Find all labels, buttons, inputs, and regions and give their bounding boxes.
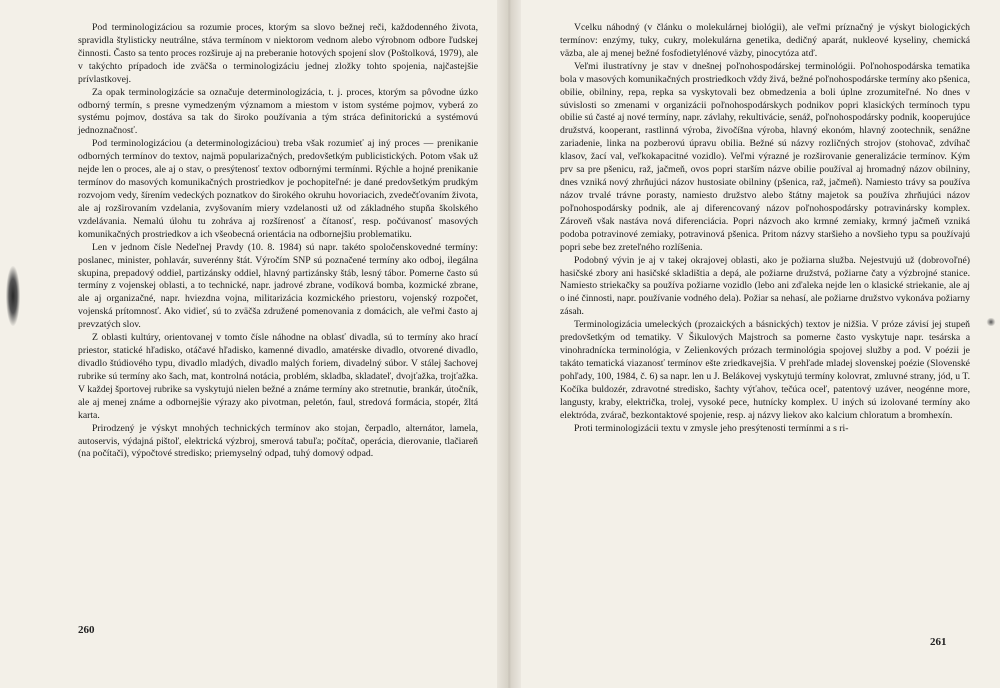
- page-number: 261: [930, 636, 947, 648]
- left-text-column: [78, 22, 478, 461]
- paragraph: Pod terminologizáciou (a determinologizáciou) treba však rozumieť aj iný proces — prenikanie odborných termínov do textov, najmä popularizačných, predovšetkým publicistických. Potom však už nejde len o proces, ale aj o stav, o presýtenosť textov odbornými termínmi. Rýchle a hojné prenikanie termínov do masových komunikačných prostriedkov je pochopiteľné: je dané predovšetkým prudkým rozvojom vedy, šírením vedeckých poznatkov do širokého okruhu hovoriacich, zvedečťovaním života, ale aj rozširovaním vzdelania, zvyšovaním miery vzdelanosti už od základného stupňa školského vzdelávania. Nemalú úlohu tu zohráva aj rozšírenosť a čítanosť, resp. počúvanosť masových komunikačných prostriedkov a ich všeobecná orientácia na odbornejšiu problematiku.: [78, 138, 478, 240]
- paragraph: Podobný vývin je aj v takej okrajovej oblasti, ako je požiarna služba. Nejestvujú už (dobrovoľné) hasičské zbory ani hasičské skladištia a depá, ale požiarne družstvá, požiarne čaty a výzbrojné stanice. Namiesto striekačky sa používa požiarne vozidlo (lebo ani zďaleka nejde len o klasické striekanie, ale aj o iné činnosti, napr. používanie vodného dela). Požiar sa nehasí, ale požiarne družstvo vykonáva požiarny zásah.: [560, 254, 970, 318]
- page-number: 260: [78, 624, 95, 636]
- paragraph: Prirodzený je výskyt mnohých technických termínov ako stojan, čerpadlo, alternátor, lamela, autoservis, výdajná pištoľ, elektrická výzbroj, smerová tabuľa; počítač, operácia, dierovanie, tlačiareň (na počítači), výpočtové stredisko; priemyselný odpad, tuhý domový odpad.: [78, 422, 478, 460]
- right-text-column: [560, 22, 970, 436]
- right-page: [518, 0, 1000, 688]
- paragraph: Pod terminologizáciou sa rozumie proces, ktorým sa slovo bežnej reči, každodenného života, spravidla štylisticky neutrálne, stáva termínom v niektorom vednom alebo výrobnom odbore ľudskej činnosti. Často sa tento proces rozširuje aj na preberanie hotových spojení slov (Poštolková, 1979), ale v takýchto prípadoch ide zväčša o terminologizáciu jednej zložky tohto spojenia, najčastejšie prívlastkovej.: [78, 22, 478, 85]
- paragraph: Len v jednom čísle Nedeľnej Pravdy (10. 8. 1984) sú napr. takéto spoločenskovedné termíny: poslanec, minister, pohlavár, suverénny štát. Výročím SNP sú poznačené termíny ako odboj, ilegálna skupina, prepadový oddiel, partizánsky oddiel, hlavný partizánsky štáb, lesný tábor. Pomerne často sú termíny z vojenskej oblasti, a to technické, napr. jadrové zbrane, vodíková bomba, kozmické zbrane, ale aj organizačné, napr. hviezdna vojna, militarizácia kozmického priestoru, vojenský rozpočet, vojenská prítomnosť. Ako vidieť, sú to zväčša združené pomenovania z domácich, ale veľmi často aj prevzatých slov.: [78, 241, 478, 331]
- paragraph: Z oblasti kultúry, orientovanej v tomto čísle náhodne na oblasť divadla, sú to termíny ako hrací priestor, statické hľadisko, otáčavé hľadisko, kamenné divadlo, amatérske divadlo, otvorené divadlo, divadlo štúdiového typu, divadlo mladých, divadlo malých foriem, divadelný súbor. V stálej šachovej rubrike sú termíny ako šach, mat, kontrolná notácia, problém, skladba, skladateľ, dvojťažka, trojťažka. V každej športovej rubrike sa vyskytujú nielen bežné a známe termíny ako stretnutie, brankár, útočník, ale aj menej známe a odbornejšie výrazy ako pivotman, peletón, faul, stredová formácia, stopér, žltá karta.: [78, 332, 478, 421]
- paragraph: Proti terminologizácii textu v zmysle jeho presýtenosti termínmi a s ri-: [574, 422, 849, 434]
- paragraph: Terminologizácia umeleckých (prozaických a básnických) textov je nižšia. V próze závisí jej stupeň predovšetkým od tematiky. V Šikulových Majstroch sa pomerne často vyskytuje napr. tesárska a vinohradnícka terminológia, v Zelienkových prózach terminológia spojovej služby a pod. V poézii je takáto tematická viazanosť termínov ešte zriedkavejšia. V prehľade mladej slovenskej poézie (Slovenské pohľady, 100, 1984, č. 6) sa napr. len u J. Belákovej vyskytujú termíny kolovrat, zmluvné strany, jód, u T. Kočíka buldozér, zdravotné stredisko, šachty výťahov, tečúca oceľ, patentový uzáver, neogénne more, langusty, kraby, električka, trolej, vysoké pece, hutnícky komplex. U iných sú izolované termíny ako elektróda, zvárač, bezkontaktové spojenie, resp. aj názvy liekov ako kalcium chloratum a bromhexín.: [560, 319, 970, 421]
- paragraph: Vcelku náhodný (v článku o molekulárnej biológii), ale veľmi príznačný je výskyt biologických termínov: enzýmy, tuky, cukry, molekulárna genetika, dedičný aparát, nukleové kyseliny, chemická väzba, ale aj menej bežné fosfodietylénové väzby, pinocytóza atď.: [560, 22, 970, 59]
- paragraph: Za opak terminologizácie sa označuje determinologizácia, t. j. proces, ktorým sa pôvodne úzko odborný termín, s presne vymedzeným významom a miestom v istom systéme pojmov, vyberá zo systému pojmov, dostáva sa tak do široko používania a tým stráca definitorickú a systémovú jednoznačnosť.: [78, 86, 478, 137]
- paragraph: Veľmi ilustratívny je stav v dnešnej poľnohospodárskej terminológii. Poľnohospodárska tematika bola v masových komunikačných prostriedkoch vždy živá, bežné poľnohospodárske termíny ako pšenica, obilie, obilniny, repa, repka sa vyskytovali bez obmedzenia a boli úplne zrozumiteľné. No dnes v súvislosti so zmenami v organizácii poľnohospodárskych podnikov popri klasických termínoch typu obilie sú časté aj nové termíny, napr. závlahy, rekultivácie, senáž, poľnohospodársky podnik, kooperujúce družstvá, kooperant, rastlinná výroba, živočíšna výroba, hlavný ekonóm, hlavný zootechnik, senážne zariadenie, linka na pozberovú úpravu obilia. Bežné sú názvy rozličných strojov (stohovač, zdvíhač klasov, žací val, veľkokapacitné vozidlo). Veľmi výrazné je rozširovanie generalizácie termínov. Kým prv sa pre pšenicu, raž, jačmeň, ovos popri starším názve obilie používal aj hromadný názov obilniny, dnes vzniká nový zhrňujúci názov hustosiate obilniny (pšenica, raž, jačmeň). Namiesto trávy sa používa názov trvalé trávne porasty, namiesto družstvo alebo štátny majetok sa používa zhrňujúci názov poľnohospodársky podnik, ale aj diferencovaný názov poľnohospodársky potravinársky komplex. Zároveň však nastáva nová diferenciácia. Popri názvoch ako krmné zemiaky, krmný jačmeň vzniká podoba potravinové zemiaky, potravinová pšenica. Pritom názvy staršieho a novšieho typu sa používajú popri sebe bez zreteľného rozlíšenia.: [560, 60, 970, 253]
